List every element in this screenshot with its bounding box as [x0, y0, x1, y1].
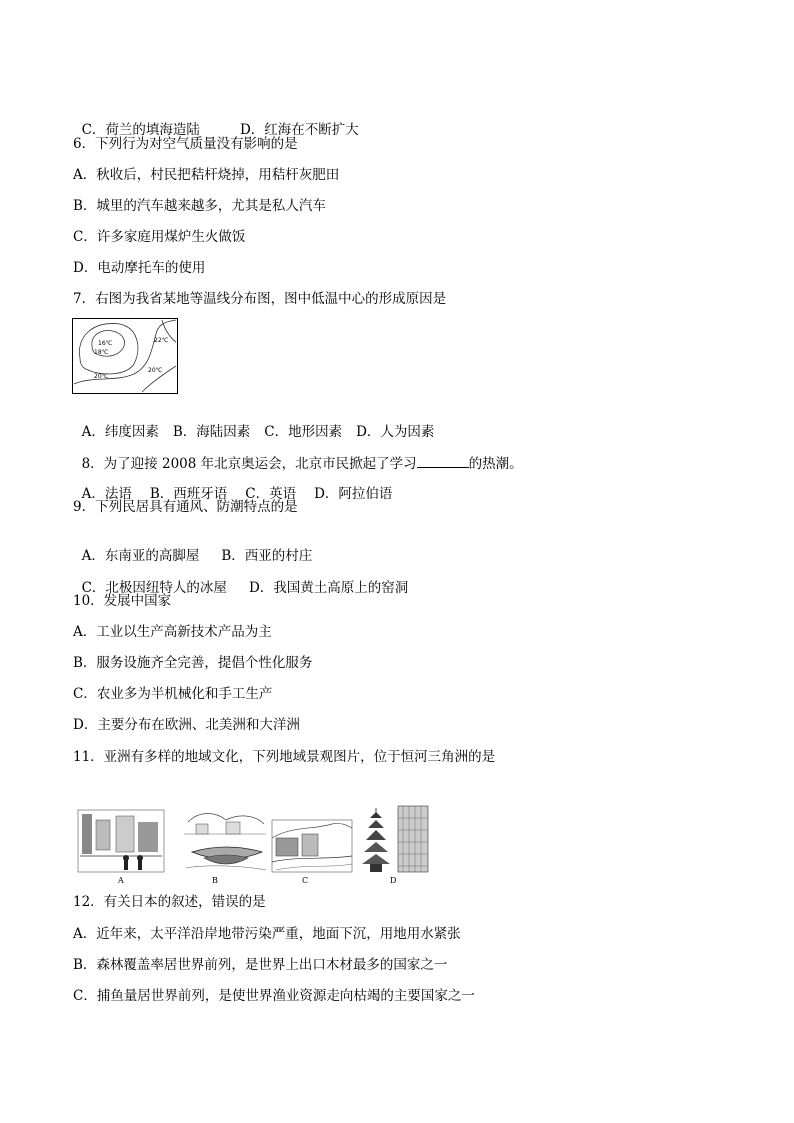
option-text: A．纬度因素: [81, 424, 159, 440]
question-text: 11．亚洲有多样的地域文化，下列地域景观图片，位于恒河三角洲的是: [73, 749, 496, 765]
question-text: 的热潮。: [468, 456, 523, 472]
option-text: D．主要分布在欧洲、北美洲和大洋洲: [73, 717, 300, 733]
option-text: C．英语: [245, 486, 297, 502]
q7-stem: [73, 290, 446, 308]
option-text: D．电动摩托车的使用: [73, 260, 206, 276]
landscape-label-d: D: [390, 876, 397, 885]
landscape-label-b: B: [212, 876, 218, 885]
option-text: B．森林覆盖率居世界前列，是世界上出口木材最多的国家之一: [73, 957, 448, 973]
q12-option-c: [73, 987, 475, 1005]
option-text: A．工业以生产高新技术产品为主: [73, 624, 272, 640]
question-text: 8．为了迎接 2008 年北京奥运会，北京市民掀起了学习: [81, 456, 417, 472]
option-text: D．我国黄土高原上的窑洞: [248, 580, 409, 596]
landscape-image-d: [362, 806, 428, 872]
isotherm-label: 22℃: [154, 337, 169, 344]
question-text: 7．右图为我省某地等温线分布图，图中低温中心的形成原因是: [73, 291, 447, 307]
q6-option-b: [73, 197, 326, 215]
option-text: D．人为因素: [356, 424, 435, 440]
q10-stem: [73, 592, 171, 610]
option-text: B．西班牙语: [149, 486, 228, 502]
option-text: C．许多家庭用煤炉生火做饭: [73, 229, 246, 245]
q6-option-a: [73, 166, 339, 184]
option-text: A．秋收后，村民把秸杆烧掉，用秸杆灰肥田: [73, 167, 340, 183]
landscape-label-a: A: [118, 876, 124, 885]
q12-stem: [73, 893, 266, 911]
question-text: 9．下列民居具有通风、防潮特点的是: [73, 499, 298, 515]
q9-stem: [73, 498, 298, 516]
question-text: 6．下列行为对空气质量没有影响的是: [73, 136, 298, 152]
q12-option-a: [73, 925, 461, 943]
q12-option-b: [73, 956, 447, 974]
landscape-label-c: C: [302, 876, 309, 885]
landscape-figure: [76, 800, 436, 886]
option-text: B．西亚的村庄: [221, 548, 313, 564]
option-text: B．服务设施齐全完善，提倡个性化服务: [73, 655, 313, 671]
option-text: D．阿拉伯语: [314, 486, 393, 502]
isotherm-label: 20℃: [94, 373, 109, 380]
landscape-image-c: [272, 820, 352, 872]
q10-option-a: [73, 623, 272, 641]
landscape-image-a: [78, 810, 164, 872]
option-text: C．地形因素: [264, 424, 343, 440]
option-text: A．近年来，太平洋沿岸地带污染严重，地面下沉，用地用水紧张: [73, 926, 461, 942]
q10-option-b: [73, 654, 312, 672]
option-text: A．法语: [81, 486, 132, 502]
q9-options-ab: [73, 529, 312, 565]
option-text: D．红海在不断扩大: [239, 122, 359, 138]
option-text: B．海陆因素: [172, 424, 251, 440]
answer-blank: [417, 454, 469, 468]
q6-option-d: [73, 259, 205, 277]
option-text: C．农业多为半机械化和手工生产: [73, 686, 273, 702]
q10-option-c: [73, 685, 272, 703]
q6-stem: [73, 135, 298, 153]
question-text: 10．发展中国家: [73, 593, 172, 609]
q11-stem: [73, 748, 495, 766]
option-text: B．城里的汽车越来越多，尤其是私人汽车: [73, 198, 326, 214]
option-text: A．东南亚的高脚屋: [81, 548, 200, 564]
option-text: C．北极因纽特人的冰屋: [81, 580, 227, 596]
isotherm-label: 18℃: [94, 349, 109, 356]
q5-option-line-cd: [73, 103, 359, 139]
q6-option-c: [73, 228, 245, 246]
isotherm-label: 20℃: [148, 367, 163, 374]
isotherm-map: [72, 318, 178, 394]
question-text: 12．有关日本的叙述，错误的是: [73, 894, 266, 910]
option-text: C．荷兰的填海造陆: [81, 122, 200, 138]
q10-option-d: [73, 716, 300, 734]
landscape-image-b: [184, 814, 266, 871]
isotherm-label: 16℃: [98, 340, 113, 347]
option-text: C．捕鱼量居世界前列，是使世界渔业资源走向枯竭的主要国家之一: [73, 988, 475, 1004]
